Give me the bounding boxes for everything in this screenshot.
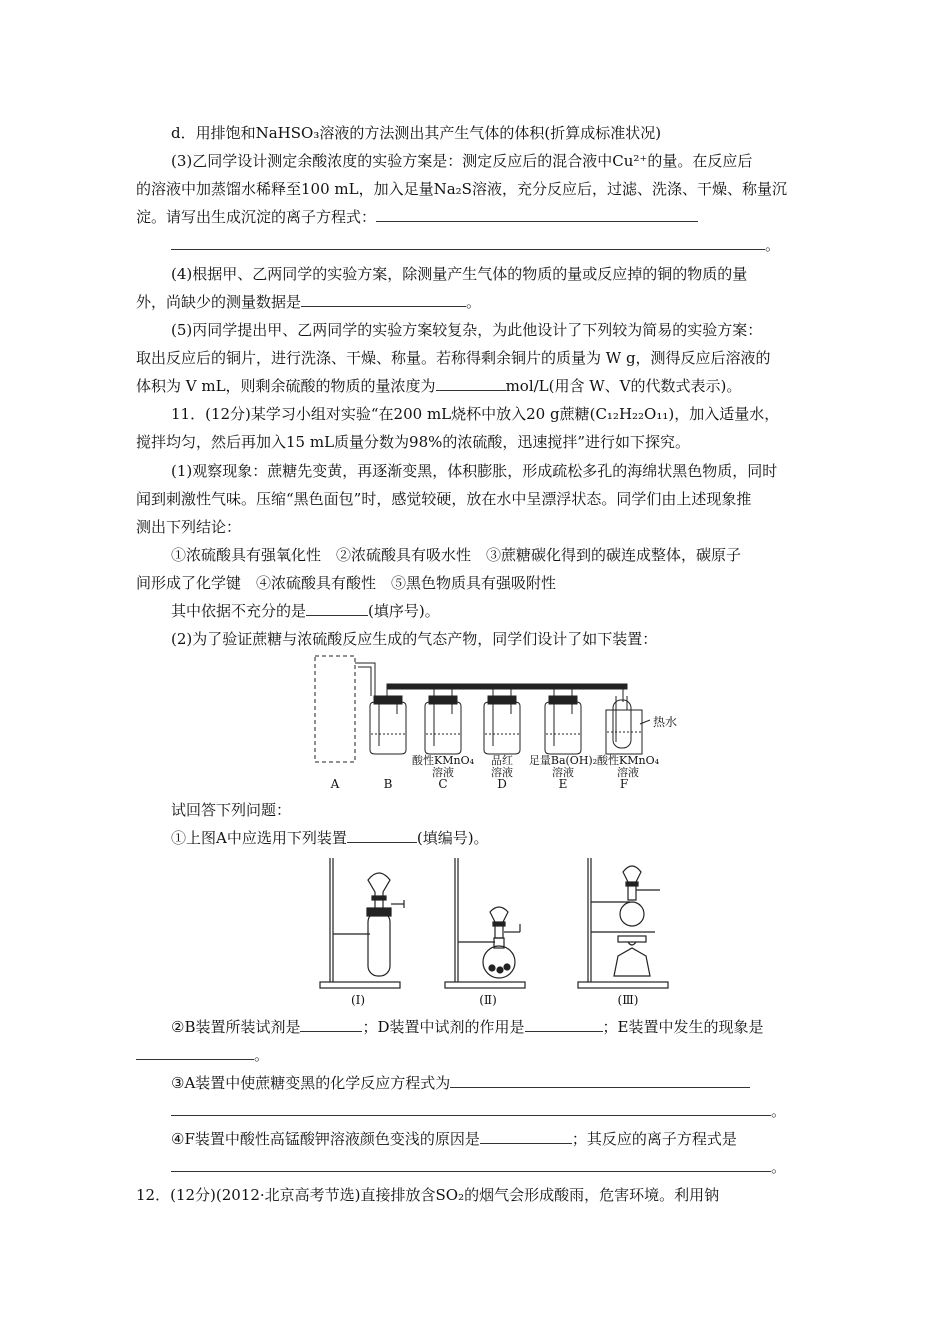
answer-blank[interactable] [480, 1129, 572, 1144]
answer-blank[interactable] [301, 292, 466, 307]
answer-blank[interactable] [171, 235, 765, 250]
text-line [171, 235, 780, 255]
text-line: (2)为了验证蔗糖与浓硫酸反应生成的气态产物，同学们设计了如下装置： [171, 630, 658, 648]
hot-water-label: 热水 [653, 715, 678, 729]
text-fragment: (填序号)。 [368, 602, 440, 620]
reagent-c-line1: 酸性KMnO₄ [412, 754, 474, 767]
caption-ii: (Ⅱ) [479, 993, 497, 1007]
answer-blank[interactable] [136, 1045, 254, 1060]
text-fragment: ；D装置中试剂的作用是 [362, 1018, 525, 1036]
text-line: (4)根据甲、乙两同学的实验方案，除测量产生气体的物质的量或反应掉的铜的物质的量 [171, 265, 748, 283]
label-b: B [383, 777, 393, 791]
text-fragment: 外，尚缺少的测量数据是 [136, 293, 302, 311]
text-fragment: ④F装置中酸性高锰酸钾溶液颜色变浅的原因是 [171, 1130, 480, 1148]
reagent-d-line2: 溶液 [491, 766, 513, 779]
answer-blank[interactable] [436, 376, 506, 391]
reagent-c-line2: 溶液 [432, 766, 454, 779]
text-line: 试回答下列问题： [171, 801, 292, 819]
text-line: d．用排饱和NaHSO₃溶液的方法测出其产生气体的体积(折算成标准状况) [171, 124, 662, 142]
text-line [136, 207, 698, 227]
text-line: (5)丙同学提出甲、乙两同学的实验方案较复杂，为此他设计了下列较为简易的实验方案： [171, 321, 763, 339]
text-fragment: 。 [765, 236, 781, 254]
reagent-f-line1: 酸性KMnO₄ [597, 754, 659, 767]
label-a: A [330, 777, 340, 791]
text-line [136, 376, 741, 396]
answer-blank[interactable] [376, 207, 698, 222]
apparatus-diagram [300, 650, 720, 795]
answer-blank[interactable] [306, 601, 368, 616]
answer-blank[interactable] [525, 1017, 603, 1032]
caption-i: (Ⅰ) [350, 993, 366, 1007]
text-fragment: 。 [771, 1102, 787, 1120]
text-fragment: 体积为 V mL，则剩余硫酸的物质的量浓度为 [136, 377, 436, 395]
text-line [171, 1157, 786, 1177]
label-f: F [619, 777, 629, 791]
options-diagram [310, 852, 690, 1010]
text-line [136, 292, 481, 312]
text-line [136, 1045, 269, 1065]
label-e: E [558, 777, 568, 791]
text-fragment: mol/L(用含 W、V的代数式表示)。 [505, 377, 742, 395]
text-fragment: ③A装置中使蔗糖变黑的化学反应方程式为 [171, 1074, 451, 1092]
bottle-b [370, 689, 406, 754]
text-line: 11．(12分)某学习小组对实验“在200 mL烧杯中放入20 g蔗糖(C₁₂H₂₂O₁₁)，加入适量水， [171, 405, 780, 423]
answer-blank[interactable] [347, 828, 417, 843]
apparatus-a-box [315, 656, 355, 762]
text-line [171, 828, 489, 848]
text-line: ①浓硫酸具有强氧化性 ②浓硫酸具有吸水性 ③蔗糖碳化得到的碳连成整体，碳原子 [171, 546, 742, 564]
apparatus-figure [300, 650, 720, 799]
text-fragment: 其中依据不充分的是 [171, 602, 307, 620]
bottle-e [545, 689, 581, 754]
label-d: D [497, 777, 507, 791]
text-line [171, 1017, 763, 1037]
text-line: (1)观察现象：蔗糖先变黄，再逐渐变黑，体积膨胀，形成疏松多孔的海绵状黑色物质，同时 [171, 462, 778, 480]
bottle-c [425, 689, 461, 754]
answer-blank[interactable] [171, 1101, 771, 1116]
option-ii-apparatus [445, 858, 525, 988]
text-fragment: (填编号)。 [416, 829, 489, 847]
text-fragment: ②B装置所装试剂是 [171, 1018, 301, 1036]
reagent-d-line1: 品红 [491, 754, 513, 767]
text-line: 12．(12分)(2012·北京高考节选)直接排放含SO₂的烟气会形成酸雨，危害环境。利用钠 [136, 1186, 720, 1204]
text-line: 闻到刺激性气味。压缩“黑色面包”时，感觉较硬，放在水中呈漂浮状态。同学们由上述现象推 [136, 490, 752, 508]
tube-f-with-hot-water [606, 689, 650, 754]
reagent-f-line2: 溶液 [617, 766, 639, 779]
option-i-apparatus [320, 858, 404, 988]
answer-blank[interactable] [450, 1073, 750, 1088]
bottle-d [484, 689, 520, 754]
text-fragment: 。 [771, 1158, 787, 1176]
text-fragment: 。 [466, 293, 482, 311]
reagent-e-line2: 溶液 [552, 766, 574, 779]
text-fragment: ；其反应的离子方程式是 [571, 1130, 737, 1148]
text-fragment: ①上图A中应选用下列装置 [171, 829, 347, 847]
option-iii-apparatus [578, 858, 668, 988]
text-line: 测出下列结论： [136, 518, 242, 536]
text-line: 的溶液中加蒸馏水稀释至100 mL，加入足量Na₂S溶液，充分反应后，过滤、洗涤、干燥、称量沉 [136, 180, 787, 198]
text-line: 取出反应后的铜片，进行洗涤、干燥、称量。若称得剩余铜片的质量为 W g，测得反应后溶液的 [136, 349, 771, 367]
reagent-e-line1: 足量Ba(OH)₂ [528, 754, 598, 767]
options-figure [310, 852, 690, 1014]
text-line [171, 1101, 786, 1121]
text-line: 搅拌均匀，然后再加入15 mL质量分数为98%的浓硫酸，迅速搅拌”进行如下探究。 [136, 433, 691, 451]
text-fragment: 淀。请写出生成沉淀的离子方程式： [136, 208, 377, 226]
text-fragment: ；E装置中发生的现象是 [602, 1018, 764, 1036]
label-c: C [438, 777, 448, 791]
text-line [171, 1129, 737, 1149]
answer-blank[interactable] [171, 1157, 771, 1172]
text-line: (3)乙同学设计测定余酸浓度的实验方案是：测定反应后的混合液中Cu²⁺的量。在反应后 [171, 152, 753, 170]
caption-iii: (Ⅲ) [617, 993, 639, 1007]
text-line [171, 601, 440, 621]
text-line [171, 1073, 750, 1093]
text-line: 间形成了化学键 ④浓硫酸具有酸性 ⑤黑色物质具有强吸附性 [136, 574, 557, 592]
answer-blank[interactable] [300, 1017, 362, 1032]
text-fragment: 。 [254, 1046, 270, 1064]
